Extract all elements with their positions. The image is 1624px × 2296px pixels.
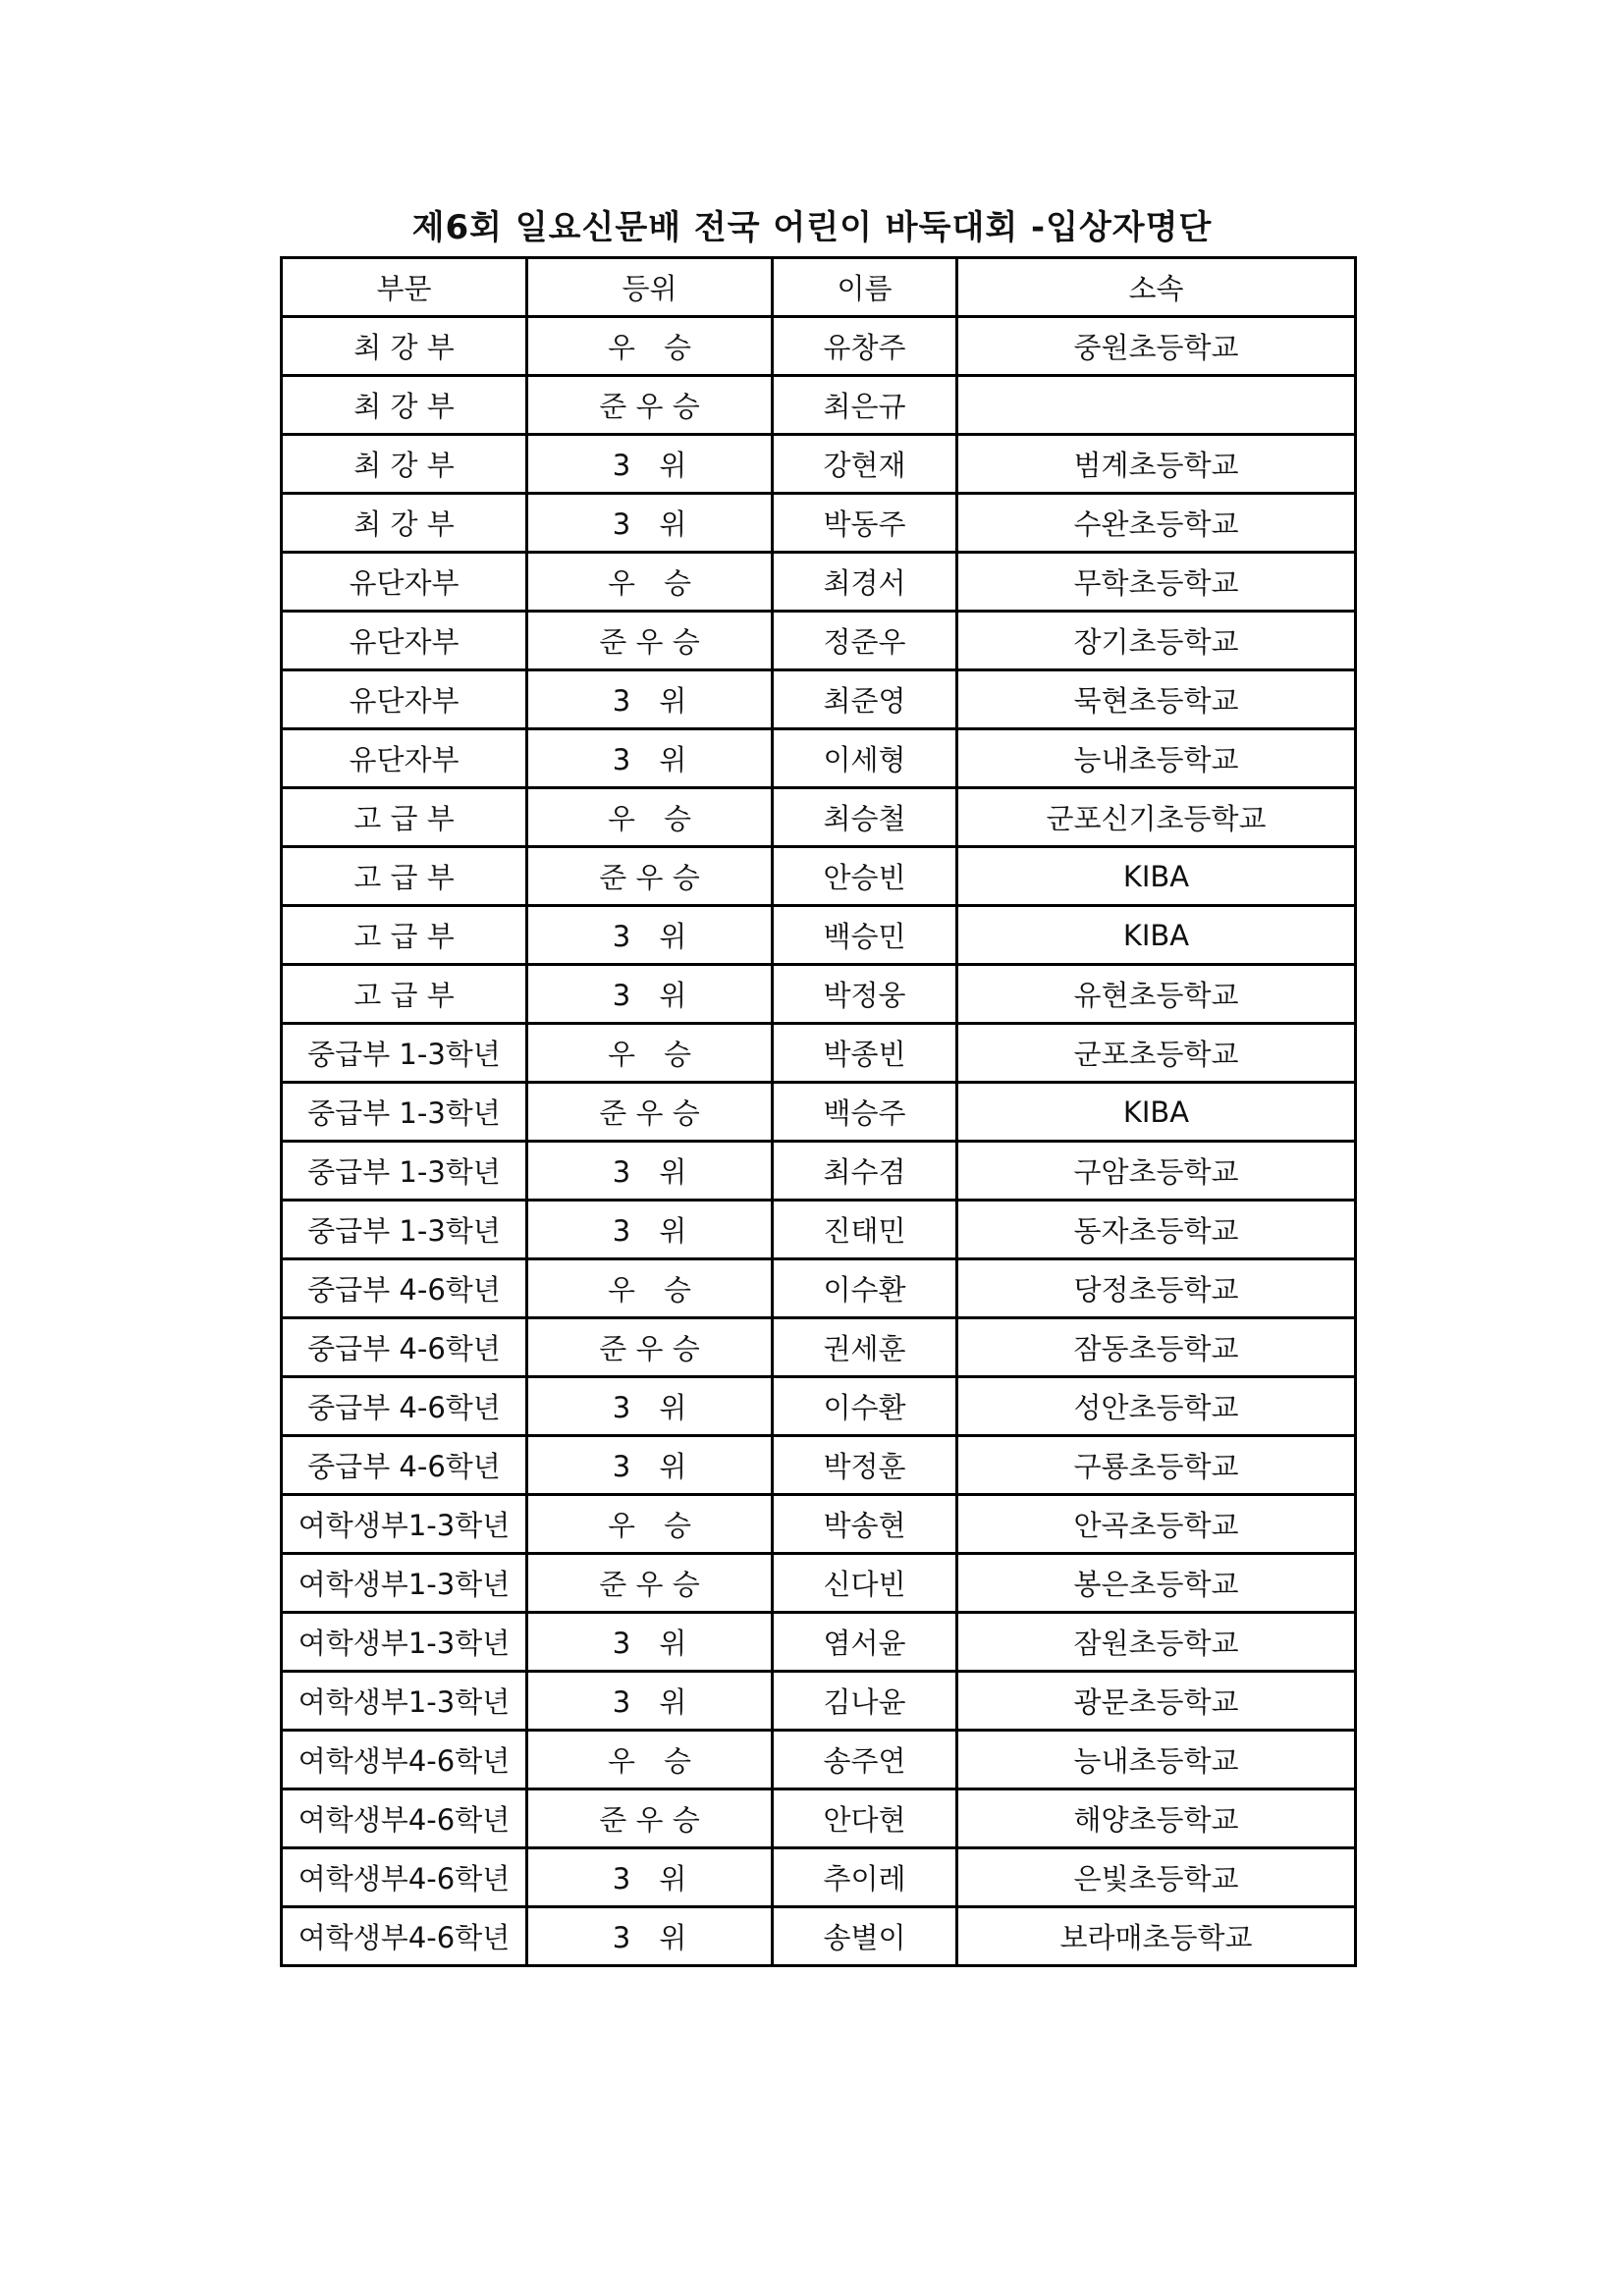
division-cell: 여학생부4-6학년 — [282, 1731, 527, 1789]
name-cell: 송주연 — [773, 1731, 957, 1789]
rank-cell: 우 승 — [527, 1259, 773, 1318]
table-row — [282, 1142, 1356, 1201]
rank-cell: 3 위 — [527, 1613, 773, 1672]
division-cell: 고 급 부 — [282, 847, 527, 906]
rank-cell: 3 위 — [527, 435, 773, 494]
rank-cell: 3 위 — [527, 1672, 773, 1731]
affiliation-cell — [957, 376, 1356, 435]
table-row — [282, 1907, 1356, 1966]
rank-cell: 3 위 — [527, 965, 773, 1024]
rank-cell: 우 승 — [527, 1731, 773, 1789]
affiliation-cell: 은빛초등학교 — [957, 1848, 1356, 1907]
division-cell: 중급부 4-6학년 — [282, 1318, 527, 1377]
affiliation-cell: 유현초등학교 — [957, 965, 1356, 1024]
name-cell: 진태민 — [773, 1201, 957, 1259]
name-cell: 박동주 — [773, 494, 957, 553]
table-row — [282, 1731, 1356, 1789]
table-row — [282, 1024, 1356, 1083]
table-row — [282, 1377, 1356, 1436]
table-row — [282, 729, 1356, 788]
division-cell: 여학생부4-6학년 — [282, 1848, 527, 1907]
table-row — [282, 670, 1356, 729]
table-row — [282, 612, 1356, 670]
rank-cell: 3 위 — [527, 494, 773, 553]
header-affiliation: 소속 — [957, 258, 1356, 317]
division-cell: 유단자부 — [282, 670, 527, 729]
name-cell: 유창주 — [773, 317, 957, 376]
name-cell: 최은규 — [773, 376, 957, 435]
name-cell: 이수환 — [773, 1377, 957, 1436]
affiliation-cell: 범계초등학교 — [957, 435, 1356, 494]
affiliation-cell: 능내초등학교 — [957, 729, 1356, 788]
rank-cell: 준 우 승 — [527, 1789, 773, 1848]
division-cell: 최 강 부 — [282, 317, 527, 376]
division-cell: 중급부 1-3학년 — [282, 1201, 527, 1259]
affiliation-cell: 무학초등학교 — [957, 553, 1356, 612]
page-title: 제6회 일요신문배 전국 어린이 바둑대회 -입상자명단 — [411, 208, 1213, 247]
table-row — [282, 1613, 1356, 1672]
name-cell: 안승빈 — [773, 847, 957, 906]
division-cell: 고 급 부 — [282, 965, 527, 1024]
rank-cell: 준 우 승 — [527, 1083, 773, 1142]
name-cell: 이수환 — [773, 1259, 957, 1318]
rank-cell: 3 위 — [527, 1142, 773, 1201]
name-cell: 송별이 — [773, 1907, 957, 1966]
rank-cell: 우 승 — [527, 1024, 773, 1083]
winners-table — [280, 256, 1357, 1967]
header-rank: 등위 — [527, 258, 773, 317]
affiliation-cell: 구암초등학교 — [957, 1142, 1356, 1201]
rank-cell: 우 승 — [527, 1495, 773, 1554]
table-row — [282, 1436, 1356, 1495]
table-row — [282, 435, 1356, 494]
affiliation-cell: 묵현초등학교 — [957, 670, 1356, 729]
table-row — [282, 1083, 1356, 1142]
rank-cell: 우 승 — [527, 317, 773, 376]
rank-cell: 3 위 — [527, 1848, 773, 1907]
affiliation-cell: 동자초등학교 — [957, 1201, 1356, 1259]
division-cell: 중급부 4-6학년 — [282, 1259, 527, 1318]
affiliation-cell: 구룡초등학교 — [957, 1436, 1356, 1495]
name-cell: 이세형 — [773, 729, 957, 788]
affiliation-cell: 해양초등학교 — [957, 1789, 1356, 1848]
affiliation-cell: 당정초등학교 — [957, 1259, 1356, 1318]
header-row — [282, 258, 1356, 317]
rank-cell: 우 승 — [527, 788, 773, 847]
affiliation-cell: 안곡초등학교 — [957, 1495, 1356, 1554]
table-row — [282, 1201, 1356, 1259]
name-cell: 추이레 — [773, 1848, 957, 1907]
name-cell: 신다빈 — [773, 1554, 957, 1613]
affiliation-cell: 군포신기초등학교 — [957, 788, 1356, 847]
division-cell: 중급부 1-3학년 — [282, 1083, 527, 1142]
division-cell: 여학생부1-3학년 — [282, 1613, 527, 1672]
name-cell: 박정훈 — [773, 1436, 957, 1495]
table-header — [282, 258, 1356, 317]
rank-cell: 우 승 — [527, 553, 773, 612]
name-cell: 최준영 — [773, 670, 957, 729]
table-row — [282, 1554, 1356, 1613]
name-cell: 권세훈 — [773, 1318, 957, 1377]
division-cell: 고 급 부 — [282, 906, 527, 965]
affiliation-cell: 성안초등학교 — [957, 1377, 1356, 1436]
rank-cell: 3 위 — [527, 1907, 773, 1966]
name-cell: 염서윤 — [773, 1613, 957, 1672]
division-cell: 중급부 1-3학년 — [282, 1142, 527, 1201]
affiliation-cell: 광문초등학교 — [957, 1672, 1356, 1731]
name-cell: 최승철 — [773, 788, 957, 847]
rank-cell: 3 위 — [527, 729, 773, 788]
table-row — [282, 1495, 1356, 1554]
name-cell: 최수겸 — [773, 1142, 957, 1201]
name-cell: 백승민 — [773, 906, 957, 965]
table-row — [282, 847, 1356, 906]
division-cell: 여학생부4-6학년 — [282, 1907, 527, 1966]
division-cell: 유단자부 — [282, 553, 527, 612]
division-cell: 고 급 부 — [282, 788, 527, 847]
table-row — [282, 1259, 1356, 1318]
division-cell: 최 강 부 — [282, 376, 527, 435]
affiliation-cell: 수완초등학교 — [957, 494, 1356, 553]
header-name: 이름 — [773, 258, 957, 317]
division-cell: 여학생부1-3학년 — [282, 1495, 527, 1554]
division-cell: 유단자부 — [282, 612, 527, 670]
affiliation-cell: KIBA — [957, 847, 1356, 906]
rank-cell: 준 우 승 — [527, 1554, 773, 1613]
rank-cell: 3 위 — [527, 1377, 773, 1436]
rank-cell: 3 위 — [527, 1436, 773, 1495]
name-cell: 정준우 — [773, 612, 957, 670]
table-row — [282, 1789, 1356, 1848]
division-cell: 여학생부1-3학년 — [282, 1554, 527, 1613]
affiliation-cell: 봉은초등학교 — [957, 1554, 1356, 1613]
table-row — [282, 906, 1356, 965]
rank-cell: 3 위 — [527, 1201, 773, 1259]
table-body — [282, 317, 1356, 1966]
table-row — [282, 965, 1356, 1024]
division-cell: 유단자부 — [282, 729, 527, 788]
affiliation-cell: 능내초등학교 — [957, 1731, 1356, 1789]
division-cell: 최 강 부 — [282, 435, 527, 494]
table-row — [282, 494, 1356, 553]
affiliation-cell: 장기초등학교 — [957, 612, 1356, 670]
affiliation-cell: 잠원초등학교 — [957, 1613, 1356, 1672]
rank-cell: 3 위 — [527, 670, 773, 729]
table-row — [282, 1318, 1356, 1377]
division-cell: 여학생부1-3학년 — [282, 1672, 527, 1731]
division-cell: 중급부 1-3학년 — [282, 1024, 527, 1083]
affiliation-cell: 중원초등학교 — [957, 317, 1356, 376]
division-cell: 중급부 4-6학년 — [282, 1377, 527, 1436]
table-row — [282, 376, 1356, 435]
header-division: 부문 — [282, 258, 527, 317]
table-row — [282, 317, 1356, 376]
table-row — [282, 1672, 1356, 1731]
affiliation-cell: 군포초등학교 — [957, 1024, 1356, 1083]
rank-cell: 준 우 승 — [527, 1318, 773, 1377]
division-cell: 여학생부4-6학년 — [282, 1789, 527, 1848]
name-cell: 강현재 — [773, 435, 957, 494]
rank-cell: 준 우 승 — [527, 376, 773, 435]
table-row — [282, 553, 1356, 612]
rank-cell: 준 우 승 — [527, 847, 773, 906]
affiliation-cell: 잠동초등학교 — [957, 1318, 1356, 1377]
name-cell: 최경서 — [773, 553, 957, 612]
affiliation-cell: KIBA — [957, 1083, 1356, 1142]
name-cell: 박종빈 — [773, 1024, 957, 1083]
name-cell: 박송현 — [773, 1495, 957, 1554]
name-cell: 박정웅 — [773, 965, 957, 1024]
rank-cell: 준 우 승 — [527, 612, 773, 670]
name-cell: 김나윤 — [773, 1672, 957, 1731]
name-cell: 안다현 — [773, 1789, 957, 1848]
affiliation-cell: 보라매초등학교 — [957, 1907, 1356, 1966]
division-cell: 최 강 부 — [282, 494, 527, 553]
rank-cell: 3 위 — [527, 906, 773, 965]
table-row — [282, 1848, 1356, 1907]
division-cell: 중급부 4-6학년 — [282, 1436, 527, 1495]
affiliation-cell: KIBA — [957, 906, 1356, 965]
name-cell: 백승주 — [773, 1083, 957, 1142]
table-row — [282, 788, 1356, 847]
